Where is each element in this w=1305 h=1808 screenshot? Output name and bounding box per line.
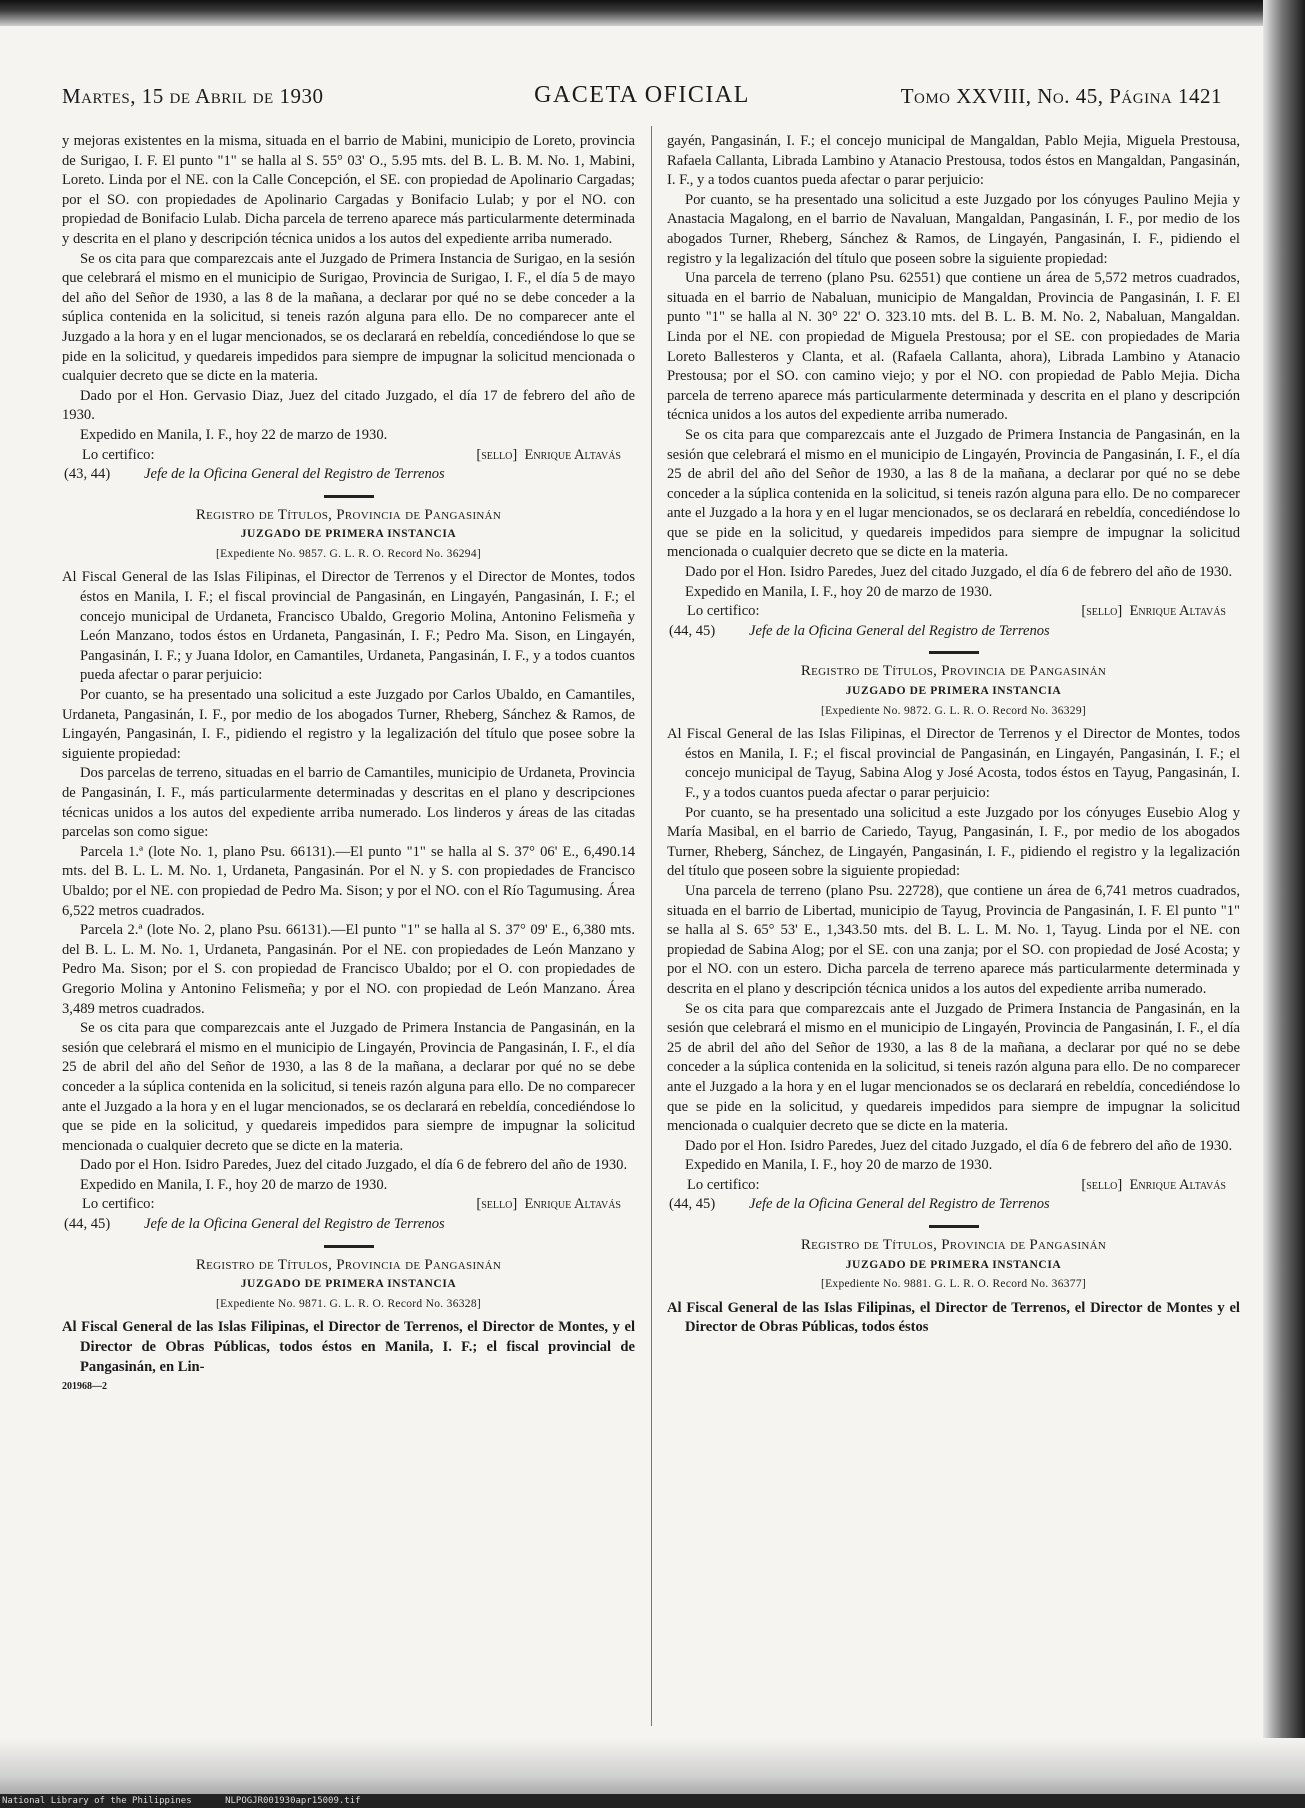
scan-filename: NLPOGJR001930apr15009.tif: [225, 1796, 361, 1806]
right-column: [667, 132, 1240, 1338]
paragraph: y mejoras existentes en la misma, situada en el barrio de Mabini, municipio de Loreto, provincia de Surigao, I. F. El punto "1" se halla al S. 55° 03' O., 5.95 mts. del B. L. B. M. No. 1, Mabini, Loreto. Linda por el NE. con la Calle Concepción, el SE. con propiedad de Apolinario Cargadas; por el SO. con propiedades de Apolinario Cargadas y Bonifacio Lulab; y por el NO. con propiedad de Bonifacio Lulab. Dicha parcela de terreno aparece más particularmente determinada y descrita en el plano y descripción técnica unidos a los autos del expediente arriba numerado.: [62, 133, 635, 247]
paragraph: Una parcela de terreno (plano Psu. 62551) que contiene un área de 5,572 metros cuadrados, situada en el barrio de Nabaluan, municipio de Mangaldan, Provincia de Pangasinán, I. F. El punto "1" se halla al N. 30° 22' O. 323.10 mts. del B. L. B. M. No. 2, Nabaluan, Mangaldan. Linda por el NE. con propiedad de Miguela Prestousa; por el SE. con propiedades de Maria Loreto Ballesteros y Clanta, et al. (Rafaela Callanta, ahora), Librada Lambino y Atanacio Prestousa; por el SO. con camino viejo; y por el NO. con propiedad de Pablo Mejia. Dicha parcela de terreno aparece más particularmente determinada y descrita en el plano y descripción técnica unidos a los autos del expediente arriba numerado.: [667, 270, 1240, 424]
section-court: JUZGADO DE PRIMERA INSTANCIA: [240, 1278, 457, 1291]
issue-numbers: (44, 45): [669, 622, 716, 639]
library-name: National Library of the Philippines: [2, 1796, 192, 1806]
section-record: [Expediente No. 9857. G. L. R. O. Record No. 36294]: [215, 547, 482, 560]
paragraph: Se os cita para que comparezcais ante el Juzgado de Primera Instancia de Surigao, en la sesión que celebrará el mismo en el municipio de Surigao, Provincia de Surigao, I. F., el día 5 de mayo del año del Señor de 1930, a las 8 de la mañana, a declarar por qué no se debe conceder a la súplica contenida en la solicitud, si teneis razón alguna para ello. De no comparecer ante el Juzgado a la hora y en el lugar mencionados, se os declarará en rebeldía, concediéndose lo que se pide en la solicitud, y quedareis impedidos para siempre de impugnar la solicitud mencionada o cualquier decreto que se dicte en la materia.: [62, 250, 635, 385]
paragraph: Dado por el Hon. Isidro Paredes, Juez del citado Juzgado, el día 6 de febrero del año de 1930.: [685, 1137, 1233, 1154]
certify-label: Lo certifico:: [82, 446, 155, 463]
seal-label: [sello]: [1081, 603, 1123, 620]
addressees: Al Fiscal General de las Islas Filipinas, el Director de Terrenos y el Director de Montes, todos éstos en Manila, I. F.; el fiscal provincial de Pangasinán, en Lingayén, Pangasinán, I. F.; el concejo municipal de Urdaneta, Francisco Ubaldo, Gregorio Molina, Antonino Felismeña y León Manzano, todos éstos en Urdaneta, Pangasinán, I. F.; Pedro Ma. Sison, en Lingayén, Pangasinán, I. F.; y Juana Idolor, en Camantiles, Urdaneta, Pangasinán, I. F., y a todos cuantos pueda afectar o parar perjuicio:: [62, 569, 635, 684]
section-court: JUZGADO DE PRIMERA INSTANCIA: [845, 685, 1062, 698]
seal-label: [sello]: [476, 446, 518, 463]
signer-title-line: [62, 1215, 635, 1235]
certify-label: Lo certifico:: [687, 603, 760, 620]
header-volume: Tomo XXVIII, No. 45, Página 1421: [900, 84, 1222, 108]
addressees: Al Fiscal General de las Islas Filipinas, el Director de Terrenos, el Director de Montes y el Director de Obras Públicas, todos éstos: [667, 1299, 1240, 1336]
signer-name: Enrique Altavás: [1129, 603, 1226, 620]
section-title: Registro de Títulos, Provincia de Pangasinán: [800, 663, 1107, 680]
certify-label: Lo certifico:: [687, 1176, 760, 1193]
header-date: Martes, 15 de Abril de 1930: [62, 84, 324, 108]
scan-border-top: [0, 0, 1305, 26]
print-code: 201968—2: [62, 1381, 107, 1393]
signer-name: Enrique Altavás: [524, 446, 621, 463]
signer-name: Enrique Altavás: [524, 1196, 621, 1213]
seal-signer: [1081, 602, 1240, 622]
signer-title: Jefe de la Oficina General del Registro de Terrenos: [144, 1216, 445, 1233]
signer-title-line: [667, 622, 1240, 642]
issued-line: Expedido en Manila, I. F., hoy 20 de marzo de 1930.: [685, 1157, 993, 1174]
certify-label: Lo certifico:: [82, 1196, 155, 1213]
paragraph: Por cuanto, se ha presentado una solicitud a este Juzgado por Carlos Ubaldo, en Camantiles, Urdaneta, Pangasinán, I. F., por medio de los abogados Turner, Rheberg, Sánchez & Ramos, de Lingayén, Pangasinán, I. F., pidiendo el registro y la legalización del título que posee sobre la siguiente propiedad:: [62, 687, 635, 762]
paragraph: Dado por el Hon. Gervasio Diaz, Juez del citado Juzgado, el día 17 de febrero del año de 1930.: [62, 387, 635, 424]
section-title: Registro de Títulos, Provincia de Pangasinán: [800, 1237, 1107, 1254]
header-title: GACETA OFICIAL: [534, 82, 750, 108]
signature-line: [62, 446, 635, 466]
issue-numbers: (44, 45): [669, 1196, 716, 1213]
issued-line: Expedido en Manila, I. F., hoy 20 de marzo de 1930.: [80, 1176, 388, 1193]
section-court: JUZGADO DE PRIMERA INSTANCIA: [240, 528, 457, 541]
paragraph: Se os cita para que comparezcais ante el Juzgado de Primera Instancia de Pangasinán, en la sesión que celebrará el mismo en el municipio de Lingayén, Provincia de Pangasinán, I. F., el día 25 de abril del año del Señor de 1930, a las 8 de la mañana, a declarar por qué no se debe conceder a la súplica contenida en la solicitud, si teneis razón alguna para ello. De no comparecer ante el Juzgado a la hora y en el lugar mencionados, se os declarará en rebeldía, concediéndose lo que se pide en la solicitud, y quedareis impedidos para siempre de impugnar la solicitud mencionada o cualquier decreto que se dicte en la materia.: [667, 426, 1240, 561]
signature-line: [62, 1195, 635, 1215]
issued-line: Expedido en Manila, I. F., hoy 22 de marzo de 1930.: [80, 426, 388, 443]
paragraph: Dado por el Hon. Isidro Paredes, Juez del citado Juzgado, el día 6 de febrero del año de 1930.: [80, 1157, 628, 1174]
page-header: [62, 78, 1222, 112]
section-record: [Expediente No. 9872. G. L. R. O. Record No. 36329]: [820, 704, 1087, 717]
left-column: [62, 132, 635, 1397]
seal-signer: [476, 1195, 635, 1215]
paragraph: Por cuanto, se ha presentado una solicitud a este Juzgado por los cónyuges Paulino Mejia y Anastacia Magalong, en el barrio de Navaluan, Mangaldan, Pangasinán, I. F., por medio de los abogados Turner, Rheberg, Sánchez & Ramos, de Lingayén, Pangasinán, I. F., pidiendo el registro y la legalización del título que poseen sobre la siguiente propiedad:: [667, 191, 1240, 267]
section-divider: [324, 1245, 374, 1248]
column-divider: [651, 126, 652, 1726]
section-record: [Expediente No. 9881. G. L. R. O. Record No. 36377]: [820, 1278, 1087, 1291]
signer-title: Jefe de la Oficina General del Registro de Terrenos: [749, 1196, 1050, 1213]
section-record: [Expediente No. 9871. G. L. R. O. Record No. 36328]: [215, 1297, 482, 1310]
section-title: Registro de Títulos, Provincia de Pangasinán: [195, 1256, 502, 1273]
paragraph: Parcela 2.ª (lote No. 2, plano Psu. 66131).—El punto "1" se halla al S. 37° 09' E., 6,380 mts. del B. L. L. M. No. 1, Urdaneta, Pangasinán. Por el NE. con propiedades de León Manzano y Pedro Ma. Sison; por el S. con propiedad de Francisco Ubaldo; por el O. con propiedades de Gregorio Molina y Antonino Felismeña; y por el NO. con propiedad de León Manzano. Área 3,489 metros cuadrados.: [62, 922, 635, 1017]
addressees: Al Fiscal General de las Islas Filipinas, el Director de Terrenos, el Director de Montes, y el Director de Obras Públicas, todos éstos en Manila, I. F.; el fiscal provincial de Pangasinán, en Lin-: [62, 1319, 635, 1375]
scan-border-right: [1263, 0, 1305, 1808]
signer-title: Jefe de la Oficina General del Registro de Terrenos: [749, 622, 1050, 639]
paragraph: Se os cita para que comparezcais ante el Juzgado de Primera Instancia de Pangasinán, en la sesión que celebrará el mismo en el municipio de Lingayén, Provincia de Pangasinán, I. F., el día 25 de abril del año del Señor de 1930, a las 8 de la mañana, a declarar por qué no se debe conceder a la súplica contenida en la solicitud, si teneis razón alguna para ello. De no comparecer ante el Juzgado a la hora y en el lugar mencionados se os declarará en rebeldía, concediéndose lo que se pide en la solicitud, y quedareis impedidos para siempre de impugnar la solicitud mencionada o cualquier decreto que se dicte en la materia.: [667, 1000, 1240, 1135]
signer-title-line: [62, 465, 635, 485]
paragraph: gayén, Pangasinán, I. F.; el concejo municipal de Mangaldan, Pablo Mejia, Miguela Prestousa, Rafaela Callanta, Librada Lambino y Atanacio Prestousa, todos éstos en Mangaldan, Pangasinán, I. F., y a todos cuantos pueda afectar o parar perjuicio:: [667, 133, 1240, 189]
seal-signer: [1081, 1176, 1240, 1196]
section-title: Registro de Títulos, Provincia de Pangasinán: [195, 506, 502, 523]
addressees: Al Fiscal General de las Islas Filipinas, el Director de Terrenos y el Director de Montes, todos éstos en Manila, I. F.; el fiscal provincial de Pangasinán, en Lingayén, Pangasinán, I. F.; el concejo municipal de Tayug, Sabina Alog y José Acosta, todos éstos en Tayug, Pangasinán, I. F., y a todos cuantos pueda afectar o parar perjuicio:: [667, 726, 1240, 801]
seal-signer: [476, 446, 635, 466]
section-divider: [929, 1225, 979, 1228]
signer-title: Jefe de la Oficina General del Registro de Terrenos: [144, 466, 445, 483]
section-divider: [929, 651, 979, 654]
paragraph: Dos parcelas de terreno, situadas en el barrio de Camantiles, municipio de Urdaneta, Provincia de Pangasinán, I. F., más particularmente determinadas y descritas en el plano y descripciones técnicas unidos a los autos del expediente arriba numerado. Los linderos y áreas de las citadas parcelas son como sigue:: [62, 765, 635, 841]
signer-name: Enrique Altavás: [1129, 1176, 1226, 1193]
paragraph: Se os cita para que comparezcais ante el Juzgado de Primera Instancia de Pangasinán, en la sesión que celebrará el mismo en el municipio de Lingayén, Provincia de Pangasinán, I. F., el día 25 de abril del año del Señor de 1930, a las 8 de la mañana, a declarar por qué no se debe conceder a la súplica contenida en la solicitud, si teneis razón alguna para ello. De no comparecer ante el Juzgado a la hora y en el lugar mencionados, se os declarará en rebeldía, concediéndose lo que se pide en la solicitud, y quedareis impedidos para siempre de impugnar la solicitud mencionada o cualquier decreto que se dicte en la materia.: [62, 1020, 635, 1154]
paragraph: Una parcela de terreno (plano Psu. 22728), que contiene un área de 6,741 metros cuadrados, situada en el barrio de Libertad, municipio de Tayug, Provincia de Pangasinán, I. F. El punto "1" se halla al S. 65° 53' E., 1,343.50 mts. del B. L. L. M. No. 1, Tayug. Linda por el NE. con propiedad de Sabina Alog; por el SE. con una zanja; por el SO. con propiedad de José Acosta; y por el NO. con un estero. Dicha parcela de terreno aparece más particularmente determinada y descrita en el plano y descripción técnica unidos a los autos del expediente arriba numerado.: [667, 882, 1240, 997]
issue-numbers: (44, 45): [64, 1216, 111, 1233]
signature-line: [667, 602, 1240, 622]
seal-label: [sello]: [476, 1196, 518, 1213]
scan-footer: [0, 1794, 1305, 1808]
paragraph: Por cuanto, se ha presentado una solicitud a este Juzgado por los cónyuges Eusebio Alog y María Masibal, en el barrio de Cariedo, Tayug, Pangasinán, I. F., por medio de los abogados Turner, Rheberg, Sánchez, de Lingayén, Pangasinán, I. F., pidiendo el registro y la legalización del título que poseen sobre la siguiente propiedad:: [667, 804, 1240, 880]
issue-numbers: (43, 44): [64, 466, 111, 483]
issued-line: Expedido en Manila, I. F., hoy 20 de marzo de 1930.: [685, 583, 993, 600]
seal-label: [sello]: [1081, 1176, 1123, 1193]
paragraph: Dado por el Hon. Isidro Paredes, Juez del citado Juzgado, el día 6 de febrero del año de 1930.: [685, 564, 1233, 581]
section-divider: [324, 495, 374, 498]
paragraph: Parcela 1.ª (lote No. 1, plano Psu. 66131).—El punto "1" se halla al S. 37° 06' E., 6,490.14 mts. del B. L. L. M. No. 1, Urdaneta, Pangasinán. Por el N. y S. con propiedades de Francisco Ubaldo; por el NE. con propiedad de Pedro Ma. Sison; y por el NO. con el Río Tagumusing. Área 6,522 metros cuadrados.: [62, 843, 635, 919]
signature-line: [667, 1176, 1240, 1196]
signer-title-line: [667, 1195, 1240, 1215]
section-court: JUZGADO DE PRIMERA INSTANCIA: [845, 1258, 1062, 1271]
